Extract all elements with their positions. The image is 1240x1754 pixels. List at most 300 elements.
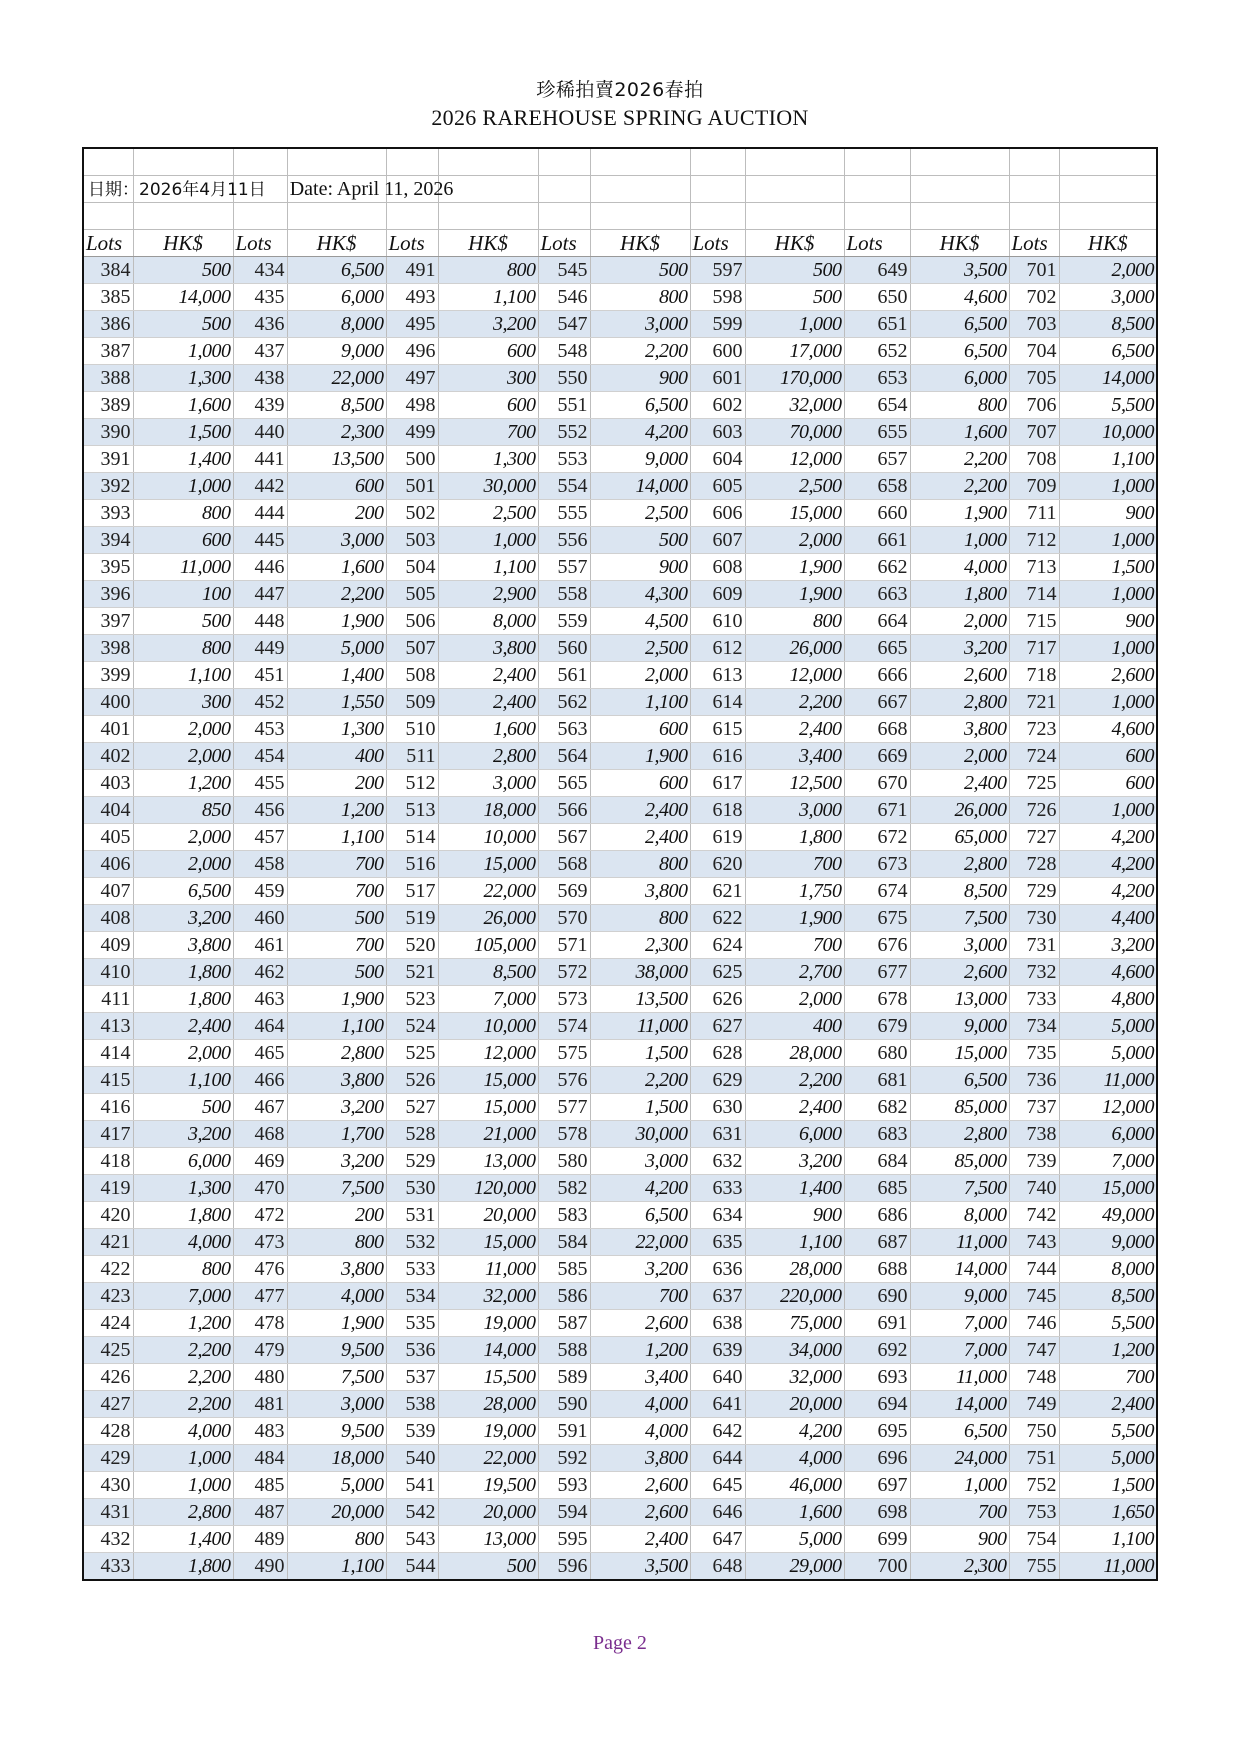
- table-row: [83, 527, 1157, 554]
- lot-number-cell: 574: [538, 1013, 590, 1040]
- lot-number-cell: 685: [844, 1175, 910, 1202]
- hammer-price-cell: 6,500: [910, 338, 1009, 365]
- table-row: [83, 1391, 1157, 1418]
- lot-number-cell: 725: [1009, 770, 1059, 797]
- lot-number-cell: 589: [538, 1364, 590, 1391]
- lot-number-cell: 537: [386, 1364, 438, 1391]
- lot-number-cell: 423: [83, 1283, 133, 1310]
- lot-number-cell: 614: [690, 689, 745, 716]
- hammer-price-cell: 800: [287, 1229, 386, 1256]
- lot-number-cell: 442: [233, 473, 287, 500]
- hammer-price-cell: 700: [1059, 1364, 1157, 1391]
- lot-number-cell: 521: [386, 959, 438, 986]
- table-row: [83, 878, 1157, 905]
- sale-date-chinese: 日期：2026年4月11日: [88, 180, 266, 200]
- hammer-price-cell: 1,000: [133, 1445, 233, 1472]
- hammer-price-cell: 2,900: [438, 581, 538, 608]
- lot-number-cell: 397: [83, 608, 133, 635]
- hammer-price-cell: 3,200: [287, 1094, 386, 1121]
- hammer-price-cell: 17,000: [745, 338, 844, 365]
- lot-number-cell: 628: [690, 1040, 745, 1067]
- hammer-price-cell: 1,600: [438, 716, 538, 743]
- lot-number-cell: 670: [844, 770, 910, 797]
- table-row: [83, 1256, 1157, 1283]
- hammer-price-cell: 4,600: [910, 284, 1009, 311]
- lot-number-cell: 714: [1009, 581, 1059, 608]
- hammer-price-cell: 1,800: [745, 824, 844, 851]
- hammer-price-cell: 1,100: [133, 662, 233, 689]
- hammer-price-cell: 6,500: [910, 1067, 1009, 1094]
- hammer-price-cell: 85,000: [910, 1094, 1009, 1121]
- lot-number-cell: 435: [233, 284, 287, 311]
- hammer-price-cell: 300: [438, 365, 538, 392]
- hammer-price-cell: 1,000: [1059, 581, 1157, 608]
- lot-number-cell: 477: [233, 1283, 287, 1310]
- lot-number-cell: 590: [538, 1391, 590, 1418]
- lot-number-cell: 538: [386, 1391, 438, 1418]
- hammer-price-cell: 7,000: [910, 1337, 1009, 1364]
- hammer-price-cell: 4,000: [590, 1391, 690, 1418]
- hammer-price-cell: 3,200: [745, 1148, 844, 1175]
- hammer-price-cell: 8,000: [1059, 1256, 1157, 1283]
- lot-number-cell: 662: [844, 554, 910, 581]
- lot-number-cell: 612: [690, 635, 745, 662]
- hammer-price-cell: 2,200: [287, 581, 386, 608]
- hammer-price-cell: 38,000: [590, 959, 690, 986]
- lot-number-cell: 672: [844, 824, 910, 851]
- hammer-price-cell: 3,800: [910, 716, 1009, 743]
- hammer-price-cell: 19,500: [438, 1472, 538, 1499]
- lot-number-cell: 746: [1009, 1310, 1059, 1337]
- lot-number-cell: 535: [386, 1310, 438, 1337]
- hammer-price-cell: 30,000: [590, 1121, 690, 1148]
- sale-date-english: Date: April 11, 2026: [289, 178, 454, 200]
- hammer-price-cell: 3,200: [438, 311, 538, 338]
- hammer-price-cell: 1,900: [910, 500, 1009, 527]
- hammer-price-cell: 2,800: [910, 851, 1009, 878]
- lot-number-cell: 681: [844, 1067, 910, 1094]
- hammer-price-cell: 2,200: [133, 1337, 233, 1364]
- hammer-price-cell: 2,400: [910, 770, 1009, 797]
- lot-number-cell: 454: [233, 743, 287, 770]
- hammer-price-cell: 900: [590, 554, 690, 581]
- hammer-price-cell: 1,700: [287, 1121, 386, 1148]
- hammer-price-cell: 700: [590, 1283, 690, 1310]
- hammer-price-cell: 1,800: [910, 581, 1009, 608]
- lot-number-cell: 572: [538, 959, 590, 986]
- lot-number-cell: 540: [386, 1445, 438, 1472]
- hammer-price-cell: 1,900: [287, 608, 386, 635]
- hammer-price-cell: 10,000: [438, 824, 538, 851]
- lot-number-cell: 424: [83, 1310, 133, 1337]
- lot-number-cell: 576: [538, 1067, 590, 1094]
- lot-number-cell: 559: [538, 608, 590, 635]
- lot-number-cell: 657: [844, 446, 910, 473]
- lot-number-cell: 749: [1009, 1391, 1059, 1418]
- hammer-price-cell: 1,600: [910, 419, 1009, 446]
- hammer-price-cell: 2,400: [745, 1094, 844, 1121]
- hammer-price-cell: 11,000: [438, 1256, 538, 1283]
- hammer-price-cell: 49,000: [1059, 1202, 1157, 1229]
- hammer-price-cell: 3,800: [133, 932, 233, 959]
- table-row: [83, 1067, 1157, 1094]
- hammer-price-cell: 14,000: [590, 473, 690, 500]
- hammer-price-cell: 26,000: [745, 635, 844, 662]
- lot-number-cell: 653: [844, 365, 910, 392]
- table-row: [83, 446, 1157, 473]
- hammer-price-cell: 500: [590, 257, 690, 284]
- lot-number-cell: 671: [844, 797, 910, 824]
- lot-number-cell: 705: [1009, 365, 1059, 392]
- hammer-price-cell: 600: [287, 473, 386, 500]
- lot-number-cell: 747: [1009, 1337, 1059, 1364]
- hammer-price-cell: 4,200: [590, 1175, 690, 1202]
- hammer-price-cell: 4,200: [1059, 878, 1157, 905]
- lot-number-cell: 715: [1009, 608, 1059, 635]
- lot-number-cell: 483: [233, 1418, 287, 1445]
- lot-number-cell: 456: [233, 797, 287, 824]
- hammer-price-cell: 28,000: [745, 1040, 844, 1067]
- hammer-price-cell: 5,000: [1059, 1445, 1157, 1472]
- lot-number-cell: 496: [386, 338, 438, 365]
- lot-number-cell: 487: [233, 1499, 287, 1526]
- lot-number-cell: 395: [83, 554, 133, 581]
- lot-number-cell: 735: [1009, 1040, 1059, 1067]
- lot-number-cell: 459: [233, 878, 287, 905]
- lot-number-cell: 447: [233, 581, 287, 608]
- table-row: [83, 824, 1157, 851]
- hammer-price-cell: 4,400: [1059, 905, 1157, 932]
- column-header-lots: Lots: [690, 230, 745, 257]
- title-english: 2026 RAREHOUSE SPRING AUCTION: [431, 105, 809, 130]
- lot-number-cell: 694: [844, 1391, 910, 1418]
- hammer-price-cell: 18,000: [287, 1445, 386, 1472]
- hammer-price-cell: 8,000: [438, 608, 538, 635]
- lot-number-cell: 634: [690, 1202, 745, 1229]
- hammer-price-cell: 2,200: [745, 1067, 844, 1094]
- page-title-block: [0, 76, 1240, 132]
- hammer-price-cell: 2,400: [438, 662, 538, 689]
- lot-number-cell: 505: [386, 581, 438, 608]
- lot-number-cell: 451: [233, 662, 287, 689]
- lot-number-cell: 751: [1009, 1445, 1059, 1472]
- hammer-price-cell: 10,000: [1059, 419, 1157, 446]
- lot-number-cell: 520: [386, 932, 438, 959]
- lot-number-cell: 413: [83, 1013, 133, 1040]
- lot-number-cell: 555: [538, 500, 590, 527]
- lot-number-cell: 712: [1009, 527, 1059, 554]
- lot-number-cell: 387: [83, 338, 133, 365]
- lot-number-cell: 706: [1009, 392, 1059, 419]
- hammer-price-cell: 1,800: [133, 1553, 233, 1581]
- hammer-price-cell: 22,000: [287, 365, 386, 392]
- lot-number-cell: 547: [538, 311, 590, 338]
- lot-number-cell: 688: [844, 1256, 910, 1283]
- hammer-price-cell: 2,000: [133, 743, 233, 770]
- lot-number-cell: 598: [690, 284, 745, 311]
- lot-number-cell: 626: [690, 986, 745, 1013]
- hammer-price-cell: 1,100: [590, 689, 690, 716]
- table-row: [83, 284, 1157, 311]
- lot-number-cell: 462: [233, 959, 287, 986]
- table-row: [83, 1364, 1157, 1391]
- lot-number-cell: 493: [386, 284, 438, 311]
- hammer-price-cell: 1,100: [287, 1553, 386, 1581]
- lot-number-cell: 577: [538, 1094, 590, 1121]
- lot-number-cell: 743: [1009, 1229, 1059, 1256]
- hammer-price-cell: 11,000: [910, 1229, 1009, 1256]
- lot-number-cell: 445: [233, 527, 287, 554]
- lot-number-cell: 675: [844, 905, 910, 932]
- column-header-row: [83, 230, 1157, 257]
- hammer-price-cell: 3,000: [438, 770, 538, 797]
- hammer-price-cell: 1,000: [1059, 473, 1157, 500]
- hammer-price-cell: 32,000: [438, 1283, 538, 1310]
- lot-number-cell: 458: [233, 851, 287, 878]
- lot-number-cell: 480: [233, 1364, 287, 1391]
- table-row: [83, 311, 1157, 338]
- hammer-price-cell: 2,000: [910, 743, 1009, 770]
- lot-number-cell: 430: [83, 1472, 133, 1499]
- hammer-price-cell: 4,000: [745, 1445, 844, 1472]
- lot-number-cell: 499: [386, 419, 438, 446]
- hammer-price-cell: 3,200: [133, 1121, 233, 1148]
- hammer-price-cell: 900: [1059, 500, 1157, 527]
- lot-number-cell: 690: [844, 1283, 910, 1310]
- lot-number-cell: 691: [844, 1310, 910, 1337]
- lot-number-cell: 639: [690, 1337, 745, 1364]
- hammer-price-cell: 2,000: [910, 608, 1009, 635]
- table-row: [83, 1283, 1157, 1310]
- hammer-price-cell: 700: [287, 932, 386, 959]
- table-row: [83, 1121, 1157, 1148]
- lot-number-cell: 553: [538, 446, 590, 473]
- blank-row: [83, 203, 1157, 230]
- lot-number-cell: 693: [844, 1364, 910, 1391]
- hammer-price-cell: 3,200: [1059, 932, 1157, 959]
- lot-number-cell: 490: [233, 1553, 287, 1581]
- hammer-price-cell: 1,000: [1059, 635, 1157, 662]
- lot-number-cell: 752: [1009, 1472, 1059, 1499]
- hammer-price-cell: 3,800: [438, 635, 538, 662]
- lot-number-cell: 421: [83, 1229, 133, 1256]
- lot-number-cell: 729: [1009, 878, 1059, 905]
- hammer-price-cell: 9,500: [287, 1337, 386, 1364]
- hammer-price-cell: 800: [438, 257, 538, 284]
- lot-number-cell: 396: [83, 581, 133, 608]
- lot-number-cell: 596: [538, 1553, 590, 1581]
- table-row: [83, 1418, 1157, 1445]
- lot-number-cell: 667: [844, 689, 910, 716]
- hammer-price-cell: 1,100: [133, 1067, 233, 1094]
- hammer-price-cell: 65,000: [910, 824, 1009, 851]
- hammer-price-cell: 500: [133, 311, 233, 338]
- lot-number-cell: 582: [538, 1175, 590, 1202]
- lot-number-cell: 399: [83, 662, 133, 689]
- lot-number-cell: 704: [1009, 338, 1059, 365]
- lot-number-cell: 469: [233, 1148, 287, 1175]
- lot-number-cell: 512: [386, 770, 438, 797]
- hammer-price-cell: 8,500: [1059, 311, 1157, 338]
- hammer-price-cell: 6,500: [133, 878, 233, 905]
- lot-number-cell: 502: [386, 500, 438, 527]
- lot-number-cell: 641: [690, 1391, 745, 1418]
- lot-number-cell: 607: [690, 527, 745, 554]
- hammer-price-cell: 1,000: [1059, 797, 1157, 824]
- lot-number-cell: 665: [844, 635, 910, 662]
- lot-number-cell: 633: [690, 1175, 745, 1202]
- table-row: [83, 1445, 1157, 1472]
- hammer-price-cell: 3,000: [590, 311, 690, 338]
- hammer-price-cell: 4,000: [287, 1283, 386, 1310]
- hammer-price-cell: 400: [287, 743, 386, 770]
- hammer-price-cell: 2,000: [133, 851, 233, 878]
- hammer-price-cell: 1,900: [745, 581, 844, 608]
- lot-number-cell: 650: [844, 284, 910, 311]
- hammer-price-cell: 1,600: [745, 1499, 844, 1526]
- lot-number-cell: 700: [844, 1553, 910, 1581]
- hammer-price-cell: 5,000: [287, 635, 386, 662]
- lot-number-cell: 507: [386, 635, 438, 662]
- hammer-price-cell: 2,400: [1059, 1391, 1157, 1418]
- lot-number-cell: 407: [83, 878, 133, 905]
- lot-number-cell: 723: [1009, 716, 1059, 743]
- hammer-price-cell: 5,000: [1059, 1040, 1157, 1067]
- hammer-price-cell: 800: [590, 284, 690, 311]
- hammer-price-cell: 1,400: [133, 1526, 233, 1553]
- hammer-price-cell: 22,000: [438, 1445, 538, 1472]
- hammer-price-cell: 15,000: [438, 1067, 538, 1094]
- lot-number-cell: 620: [690, 851, 745, 878]
- hammer-price-cell: 3,200: [590, 1256, 690, 1283]
- lot-number-cell: 649: [844, 257, 910, 284]
- lot-number-cell: 489: [233, 1526, 287, 1553]
- hammer-price-cell: 4,200: [1059, 824, 1157, 851]
- lot-number-cell: 742: [1009, 1202, 1059, 1229]
- lot-number-cell: 557: [538, 554, 590, 581]
- hammer-price-cell: 26,000: [438, 905, 538, 932]
- table-row: [83, 581, 1157, 608]
- lot-number-cell: 658: [844, 473, 910, 500]
- lot-number-cell: 479: [233, 1337, 287, 1364]
- hammer-price-cell: 1,100: [287, 1013, 386, 1040]
- table-row: [83, 959, 1157, 986]
- hammer-price-cell: 100: [133, 581, 233, 608]
- lot-number-cell: 636: [690, 1256, 745, 1283]
- lot-number-cell: 533: [386, 1256, 438, 1283]
- lot-number-cell: 503: [386, 527, 438, 554]
- lot-number-cell: 605: [690, 473, 745, 500]
- lot-number-cell: 652: [844, 338, 910, 365]
- page-number: Page 2: [593, 1632, 647, 1654]
- hammer-price-cell: 2,000: [1059, 257, 1157, 284]
- hammer-price-cell: 300: [133, 689, 233, 716]
- lot-number-cell: 640: [690, 1364, 745, 1391]
- lot-number-cell: 411: [83, 986, 133, 1013]
- lot-number-cell: 470: [233, 1175, 287, 1202]
- hammer-price-cell: 500: [745, 284, 844, 311]
- hammer-price-cell: 7,000: [133, 1283, 233, 1310]
- hammer-price-cell: 6,500: [287, 257, 386, 284]
- lot-number-cell: 519: [386, 905, 438, 932]
- hammer-price-cell: 5,000: [1059, 1013, 1157, 1040]
- hammer-price-cell: 1,550: [287, 689, 386, 716]
- hammer-price-cell: 3,400: [745, 743, 844, 770]
- hammer-price-cell: 1,100: [745, 1229, 844, 1256]
- hammer-price-cell: 500: [287, 959, 386, 986]
- hammer-price-cell: 8,000: [287, 311, 386, 338]
- hammer-price-cell: 11,000: [910, 1364, 1009, 1391]
- lot-number-cell: 436: [233, 311, 287, 338]
- lot-number-cell: 677: [844, 959, 910, 986]
- hammer-price-cell: 3,800: [590, 878, 690, 905]
- lot-number-cell: 544: [386, 1553, 438, 1581]
- lot-number-cell: 573: [538, 986, 590, 1013]
- lot-number-cell: 568: [538, 851, 590, 878]
- hammer-price-cell: 10,000: [438, 1013, 538, 1040]
- table-row: [83, 1553, 1157, 1581]
- lot-number-cell: 679: [844, 1013, 910, 1040]
- lot-number-cell: 563: [538, 716, 590, 743]
- hammer-price-cell: 2,200: [745, 689, 844, 716]
- lot-number-cell: 732: [1009, 959, 1059, 986]
- hammer-price-cell: 600: [590, 770, 690, 797]
- lot-number-cell: 647: [690, 1526, 745, 1553]
- lot-number-cell: 525: [386, 1040, 438, 1067]
- hammer-price-cell: 2,000: [133, 1040, 233, 1067]
- hammer-price-cell: 1,000: [133, 1472, 233, 1499]
- lot-number-cell: 748: [1009, 1364, 1059, 1391]
- hammer-price-cell: 1,650: [1059, 1499, 1157, 1526]
- hammer-price-cell: 5,500: [1059, 392, 1157, 419]
- column-header-lots: Lots: [538, 230, 590, 257]
- hammer-price-cell: 120,000: [438, 1175, 538, 1202]
- lot-number-cell: 583: [538, 1202, 590, 1229]
- lot-number-cell: 498: [386, 392, 438, 419]
- hammer-price-cell: 12,500: [745, 770, 844, 797]
- lot-number-cell: 676: [844, 932, 910, 959]
- lot-number-cell: 682: [844, 1094, 910, 1121]
- hammer-price-cell: 2,200: [590, 338, 690, 365]
- lot-number-cell: 727: [1009, 824, 1059, 851]
- hammer-price-cell: 46,000: [745, 1472, 844, 1499]
- lot-number-cell: 402: [83, 743, 133, 770]
- lot-number-cell: 567: [538, 824, 590, 851]
- hammer-price-cell: 14,000: [910, 1391, 1009, 1418]
- lot-number-cell: 444: [233, 500, 287, 527]
- lot-number-cell: 513: [386, 797, 438, 824]
- lot-number-cell: 740: [1009, 1175, 1059, 1202]
- lot-number-cell: 510: [386, 716, 438, 743]
- lot-number-cell: 578: [538, 1121, 590, 1148]
- lot-number-cell: 701: [1009, 257, 1059, 284]
- hammer-price-cell: 3,000: [287, 1391, 386, 1418]
- lot-number-cell: 717: [1009, 635, 1059, 662]
- lot-number-cell: 484: [233, 1445, 287, 1472]
- hammer-price-cell: 3,200: [287, 1148, 386, 1175]
- lot-number-cell: 455: [233, 770, 287, 797]
- lot-number-cell: 439: [233, 392, 287, 419]
- lot-number-cell: 478: [233, 1310, 287, 1337]
- hammer-price-cell: 13,500: [287, 446, 386, 473]
- hammer-price-cell: 19,000: [438, 1310, 538, 1337]
- lot-number-cell: 446: [233, 554, 287, 581]
- lot-number-cell: 592: [538, 1445, 590, 1472]
- hammer-price-cell: 6,000: [910, 365, 1009, 392]
- hammer-price-cell: 3,800: [287, 1067, 386, 1094]
- hammer-price-cell: 75,000: [745, 1310, 844, 1337]
- lot-number-cell: 384: [83, 257, 133, 284]
